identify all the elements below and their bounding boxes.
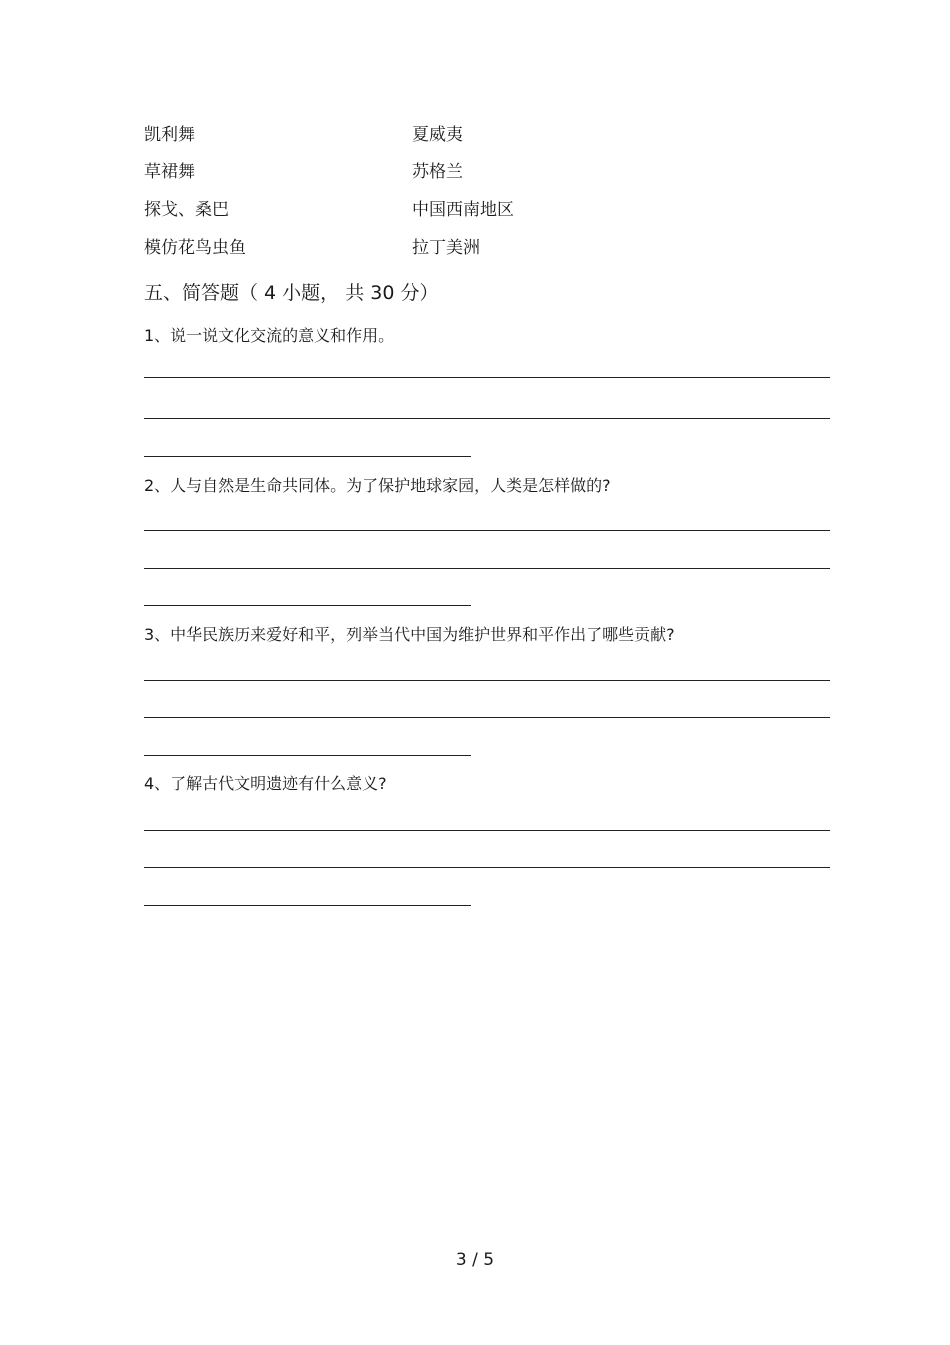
matching-left-item: 探戈、桑巴 [144, 200, 229, 220]
answer-line[interactable] [144, 530, 830, 531]
answer-line[interactable] [144, 680, 830, 681]
question-text: 4、了解古代文明遗迹有什么意义? [144, 774, 387, 793]
answer-line[interactable] [144, 377, 830, 378]
answer-line[interactable] [144, 605, 471, 606]
answer-line[interactable] [144, 418, 830, 419]
matching-left-item: 草裙舞 [144, 162, 195, 182]
matching-right-item: 拉丁美洲 [412, 238, 480, 258]
question-text: 2、人与自然是生命共同体。为了保护地球家园，人类是怎样做的? [144, 476, 611, 495]
matching-row [144, 159, 834, 185]
answer-line[interactable] [144, 830, 830, 831]
question-text: 3、中华民族历来爱好和平，列举当代中国为维护世界和平作出了哪些贡献? [144, 625, 675, 644]
answer-line[interactable] [144, 905, 471, 906]
matching-left-item: 模仿花鸟虫鱼 [144, 238, 246, 258]
matching-row [144, 122, 834, 148]
answer-line[interactable] [144, 867, 830, 868]
matching-right-item: 中国西南地区 [412, 200, 514, 220]
answer-line[interactable] [144, 717, 830, 718]
matching-right-item: 夏威夷 [412, 125, 463, 145]
answer-line[interactable] [144, 568, 830, 569]
matching-row [144, 235, 834, 261]
page-number: 3 / 5 [455, 1250, 495, 1270]
section-title: 五、简答题（ 4 小题， 共 30 分） [144, 282, 439, 304]
answer-line[interactable] [144, 755, 471, 756]
question-text: 1、说一说文化交流的意义和作用。 [144, 326, 395, 345]
matching-left-item: 凯利舞 [144, 125, 195, 145]
matching-right-item: 苏格兰 [412, 162, 463, 182]
answer-line[interactable] [144, 456, 471, 457]
matching-row [144, 197, 834, 223]
